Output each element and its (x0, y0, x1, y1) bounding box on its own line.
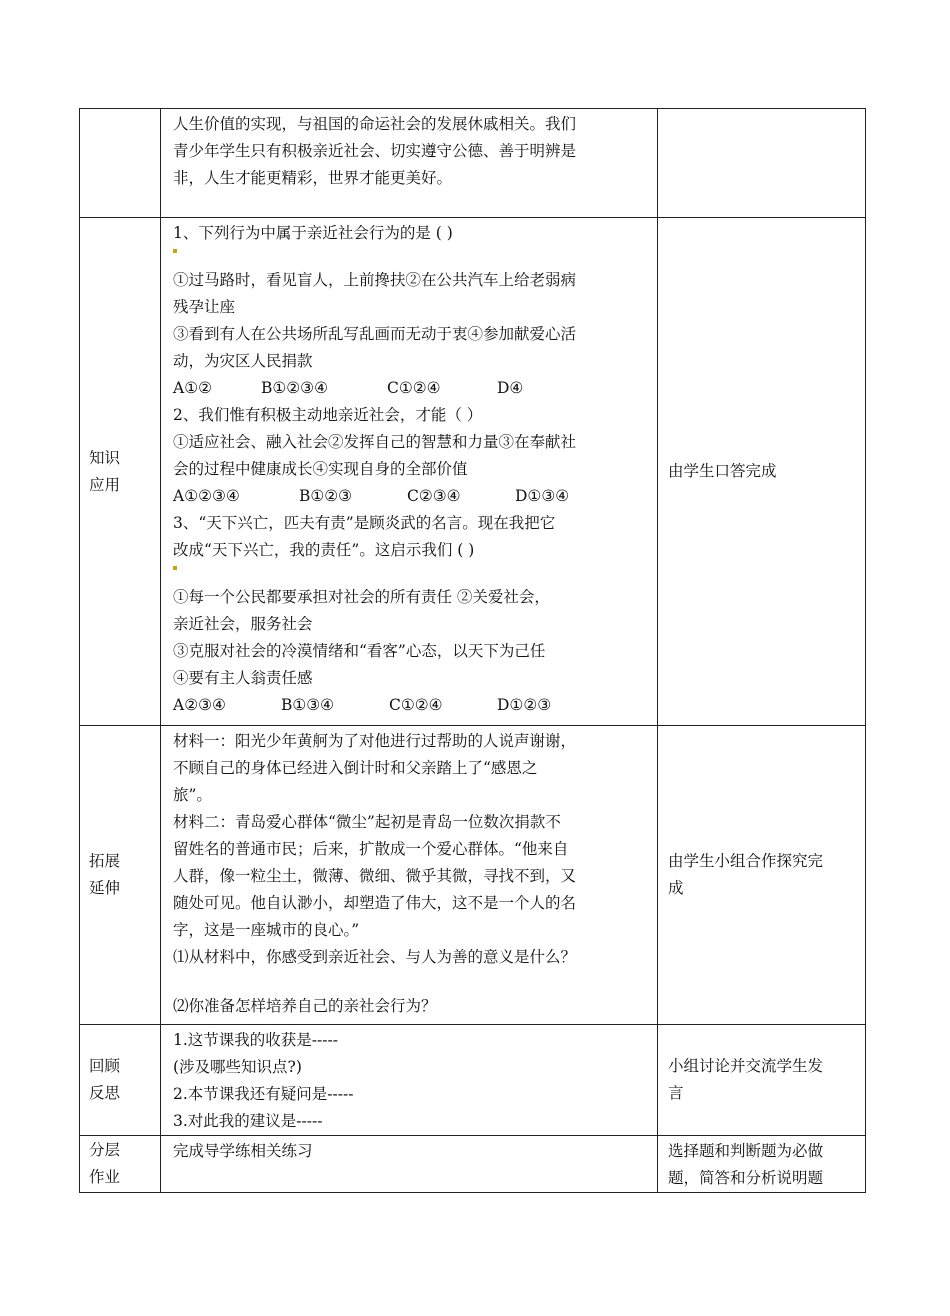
edit-mark (173, 566, 177, 570)
edit-mark (173, 249, 177, 253)
material-line: 旅”。 (173, 786, 212, 804)
review-line: 2.本节课我还有疑问是----- (173, 1085, 354, 1103)
material-line: 字，这是一座城市的良心。” (173, 921, 360, 939)
lesson-plan-table (79, 108, 866, 1193)
material-line: 材料二：青岛爱心群体“微尘”起初是青岛一位数次捐款不 (173, 813, 561, 831)
question-3-line: 亲近社会，服务社会 (173, 615, 313, 633)
review-note-cell (658, 1025, 866, 1136)
extension-question: ⑴从材料中，你感受到亲近社会、与人为善的意义是什么？ (173, 948, 577, 966)
question-3-stem: 3、“天下兴亡，匹夫有责”是顾炎武的名言。现在我把它 (173, 514, 556, 532)
homework-row (80, 1136, 866, 1193)
homework-note: 选择题和判断题为必做 (668, 1142, 824, 1160)
knowledge-label: 知识 (89, 448, 121, 467)
review-note: 小组讨论并交流学生发 (668, 1057, 824, 1075)
question-3-options (173, 692, 649, 719)
material-line: 不顾自己的身体已经进入倒计时和父亲踏上了“感恩之 (173, 759, 538, 777)
question-2-stem: 2、我们惟有积极主动地亲近社会，才能（ ） (173, 406, 483, 424)
review-content-cell (161, 1025, 658, 1136)
review-line: 1.这节课我的收获是----- (173, 1031, 338, 1049)
option: D④ (497, 379, 524, 397)
homework-note-cell (658, 1136, 866, 1193)
homework-label: 分层 (89, 1141, 121, 1159)
option: B①③④ (281, 696, 335, 714)
option: B①②③ (299, 487, 353, 505)
question-1-line: 残孕让座 (173, 298, 236, 316)
option: D①③④ (515, 487, 570, 505)
homework-label-cell (80, 1136, 161, 1193)
extension-label: 拓展 (89, 852, 121, 870)
material-line: 随处可见。他自认渺小，却塑造了伟大，这不是一个人的名 (173, 894, 577, 912)
question-3-line: ③克服对社会的冷漠情绪和“看客”心态，以天下为己任 (173, 642, 546, 660)
intro-line: 人生价值的实现，与祖国的命运社会的发展休戚相关。我们 (173, 115, 577, 133)
extension-row (80, 726, 866, 1025)
question-3-stem: 改成“天下兴亡，我的责任”。这启示我们 ( ) (173, 541, 475, 559)
review-label: 反思 (89, 1084, 121, 1102)
question-1-line: 动，为灾区人民捐款 (173, 352, 313, 370)
review-label-cell (80, 1025, 161, 1136)
option: A①②③④ (173, 487, 240, 505)
question-1-line: ①过马路时，看见盲人，上前搀扶②在公共汽车上给老弱病 (173, 271, 577, 289)
intro-line: 非，人生才能更精彩，世界才能更美好。 (173, 169, 453, 187)
extension-label-cell (80, 726, 161, 1025)
extension-note: 由学生小组合作探究完 (668, 852, 824, 870)
material-line: 人群，像一粒尘土，微薄、微细、微乎其微，寻找不到，又 (173, 867, 577, 885)
intro-row (80, 109, 866, 218)
material-line: 材料一：阳光少年黄舸为了对他进行过帮助的人说声谢谢， (173, 732, 577, 750)
question-2-options (173, 483, 649, 510)
option: A②③④ (173, 696, 226, 714)
homework-label: 作业 (89, 1168, 121, 1186)
intro-line: 青少年学生只有积极亲近社会、切实遵守公德、善于明辨是 (173, 142, 577, 160)
knowledge-label-cell (80, 218, 161, 726)
review-row (80, 1025, 866, 1136)
question-3-line: ①每一个公民都要承担对社会的所有责任 ②关爱社会， (173, 588, 550, 606)
option: C②③④ (407, 487, 461, 505)
intro-content-cell (161, 109, 658, 218)
intro-label-cell (80, 109, 161, 218)
extension-label: 延伸 (89, 879, 121, 897)
homework-note: 题，简答和分析说明题 (668, 1169, 824, 1187)
intro-note-cell (658, 109, 866, 218)
question-2-line: 会的过程中健康成长④实现自身的全部价值 (173, 460, 468, 478)
option: B①②③④ (261, 379, 328, 397)
extension-note-cell (658, 726, 866, 1025)
question-3-line: ④要有主人翁责任感 (173, 669, 313, 687)
review-line: 3.对此我的建议是----- (173, 1112, 323, 1130)
knowledge-note-cell (658, 218, 866, 726)
option: C①②④ (387, 379, 441, 397)
knowledge-note: 由学生口答完成 (668, 462, 777, 480)
option: A①② (173, 379, 212, 397)
homework-content-cell (161, 1136, 658, 1193)
question-2-line: ①适应社会、融入社会②发挥自己的智慧和力量③在奉献社 (173, 433, 577, 451)
knowledge-content-cell (161, 218, 658, 726)
material-line: 留姓名的普通市民；后来，扩散成一个爱心群体。“他来自 (173, 840, 569, 858)
blank-space (173, 971, 649, 993)
knowledge-label: 应用 (89, 475, 121, 494)
extension-note: 成 (668, 879, 684, 897)
option: C①②④ (389, 696, 443, 714)
review-label: 回顾 (89, 1057, 121, 1075)
question-1-options (173, 375, 649, 402)
review-note: 言 (668, 1084, 684, 1102)
question-1-stem: 1、下列行为中属于亲近社会行为的是 ( ) (173, 224, 453, 242)
review-line: (涉及哪些知识点?) (173, 1058, 302, 1076)
extension-content-cell (161, 726, 658, 1025)
knowledge-row (80, 218, 866, 726)
option: D①②③ (497, 696, 552, 714)
question-1-line: ③看到有人在公共场所乱写乱画而无动于衷④参加献爱心活 (173, 325, 577, 343)
homework-content: 完成导学练相关练习 (173, 1142, 313, 1160)
extension-question: ⑵你准备怎样培养自己的亲社会行为？ (173, 997, 437, 1015)
